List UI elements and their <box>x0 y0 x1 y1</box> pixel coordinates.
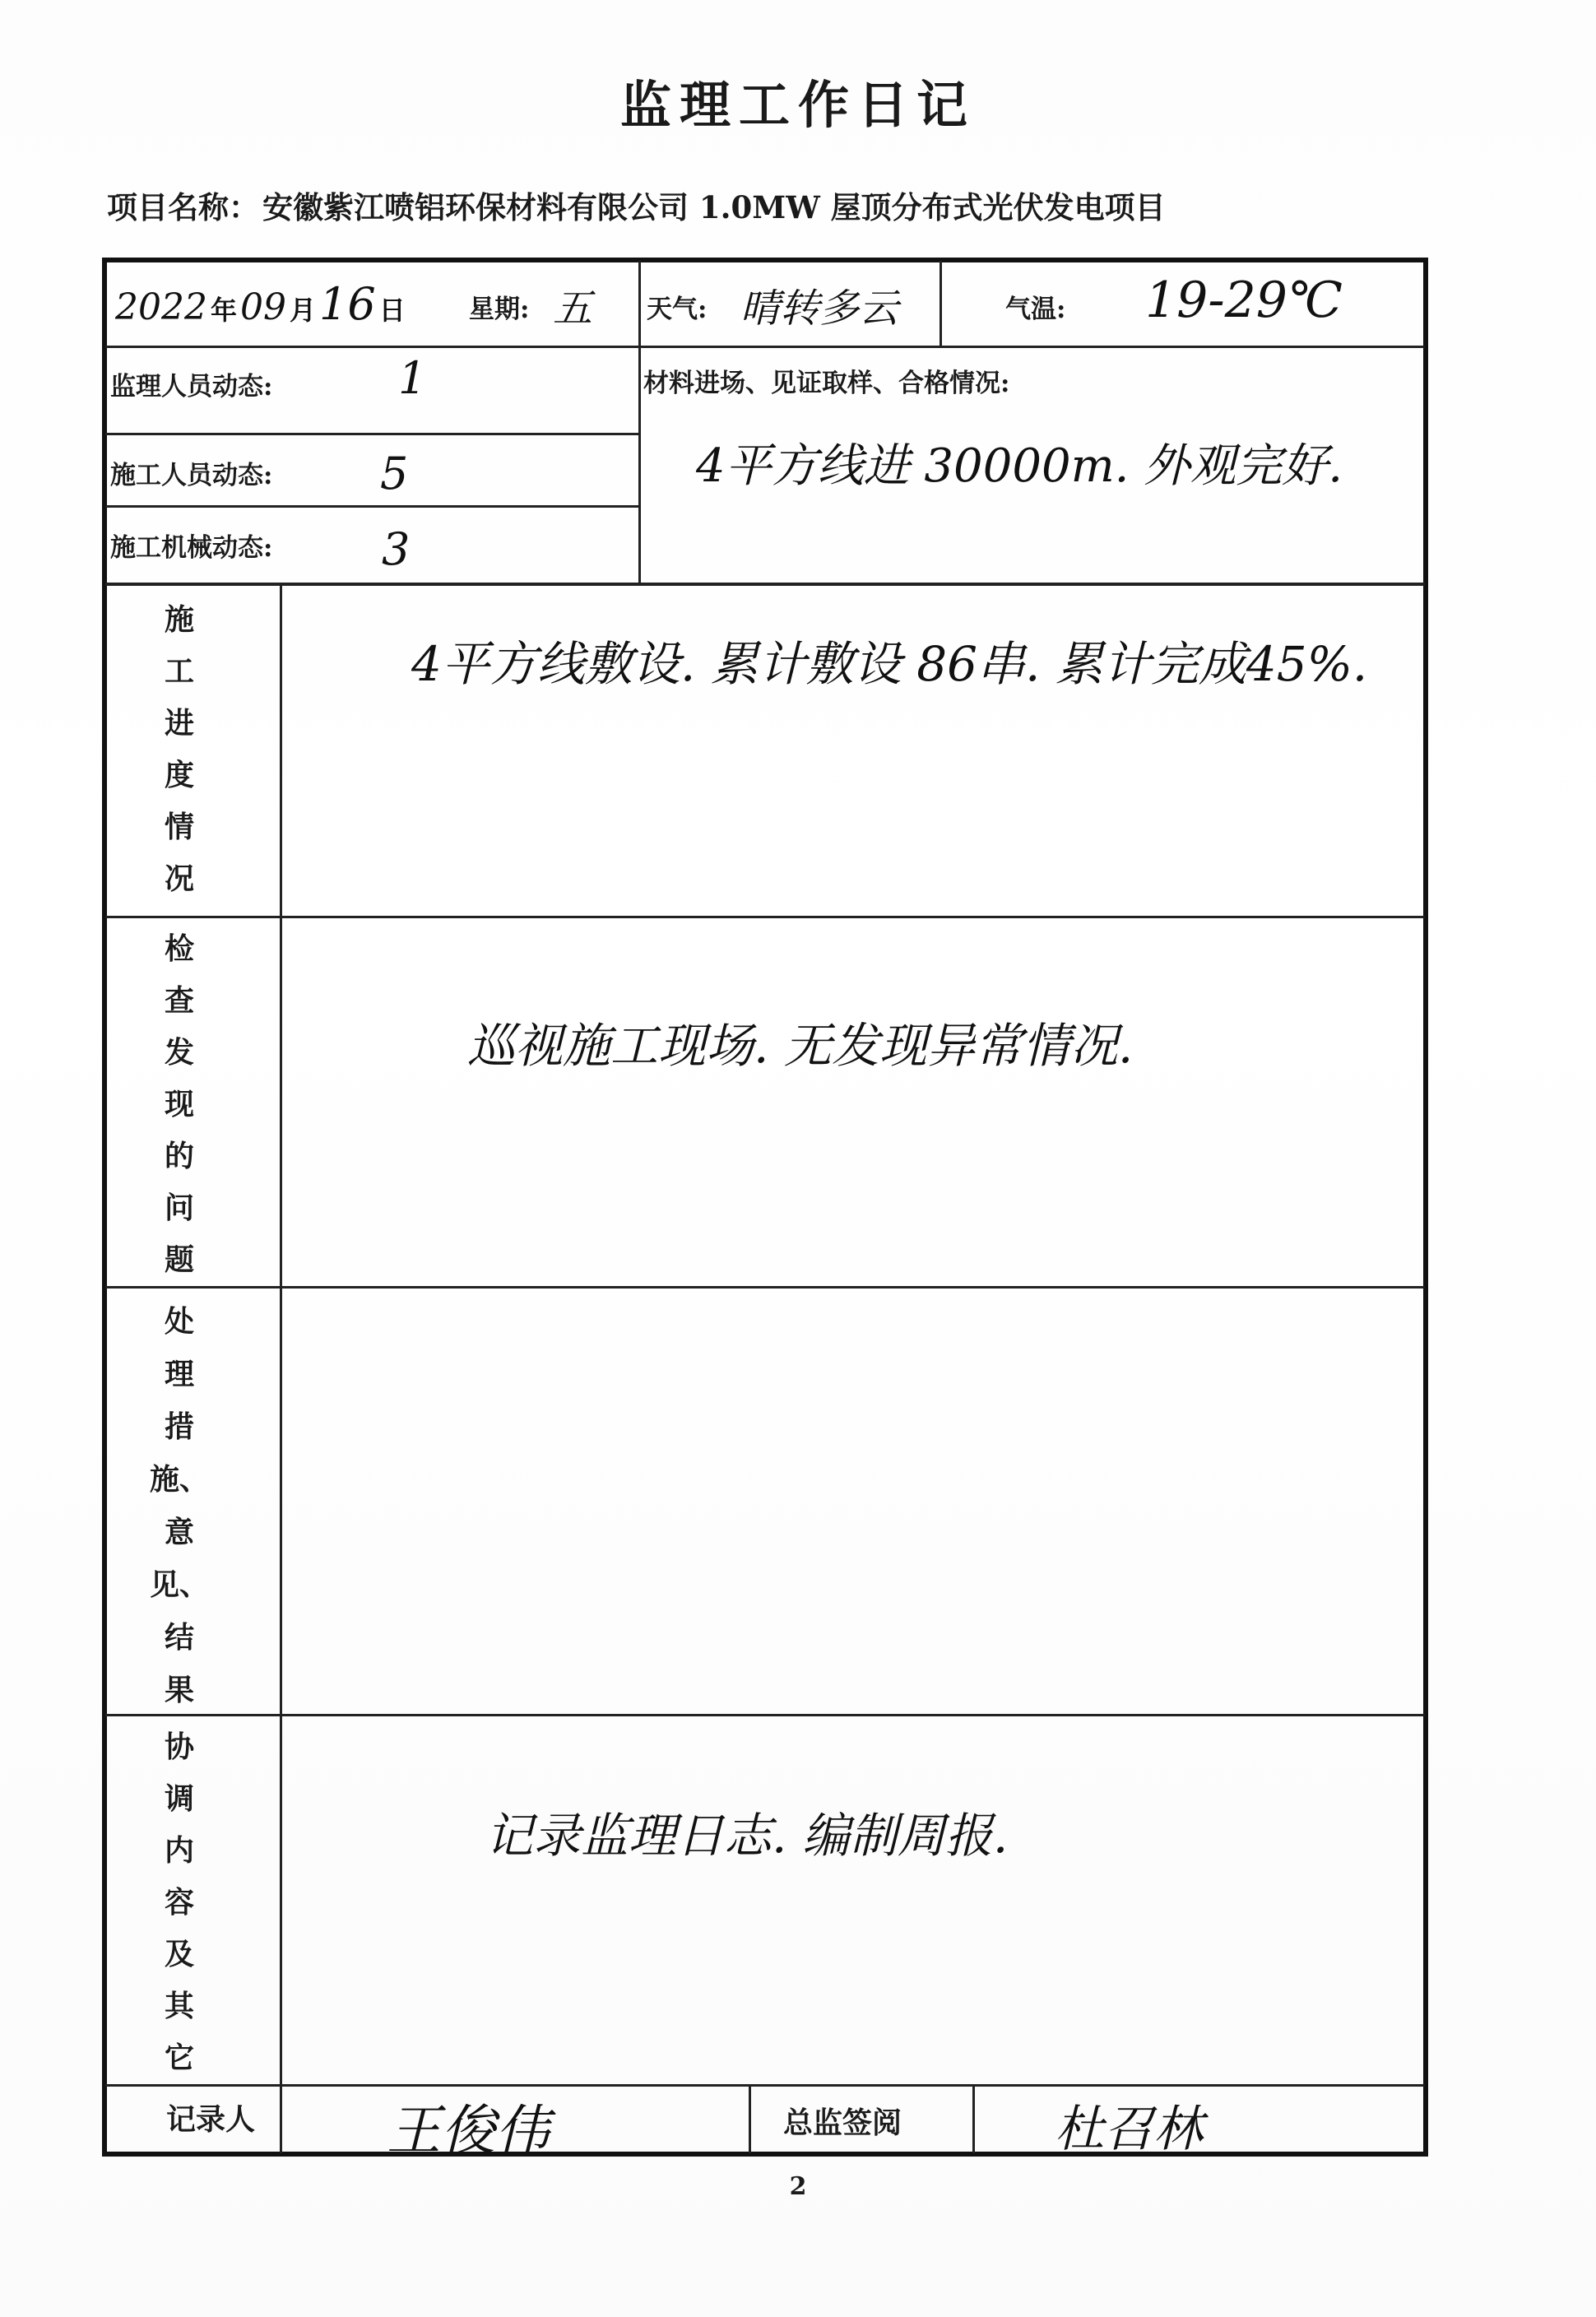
worker-label: 施工人员动态: <box>110 461 273 490</box>
rule-section-3 <box>105 1714 1425 1716</box>
section-label-char: 况 <box>164 861 194 896</box>
section-content-progress: 4平方线敷设. 累计敷设 86串. 累计完成45%. <box>411 636 1368 692</box>
section-label-char: 结 <box>164 1620 194 1655</box>
weather-label: 天气: <box>647 295 708 324</box>
materials-content: 4平方线进 30000m. 外观完好. <box>696 439 1343 493</box>
rule-header-bottom <box>105 346 1425 348</box>
rule-section-1 <box>105 916 1425 918</box>
section-label-char: 的 <box>164 1139 194 1173</box>
section-label-char: 发 <box>164 1035 194 1070</box>
date-day: 16 <box>319 278 376 330</box>
section-label-issues <box>146 923 212 1286</box>
section-label-char: 调 <box>164 1781 194 1816</box>
diary-table <box>102 258 1428 2157</box>
rule-staff-1 <box>105 433 638 435</box>
rule-header-col-1 <box>638 261 641 583</box>
rule-section-2 <box>105 1286 1425 1289</box>
section-label-progress <box>146 594 212 905</box>
chief-label: 总监签阅 <box>783 2106 902 2140</box>
rule-header-col-2 <box>940 261 942 346</box>
section-label-char: 其 <box>164 1989 194 2023</box>
section-content-coordination: 记录监理日志. 编制周报. <box>485 1808 1009 1864</box>
project-label: 项目名称： <box>107 189 259 225</box>
project-line <box>107 183 1166 227</box>
section-label-char: 工 <box>164 654 194 689</box>
rule-staff-2 <box>105 505 638 508</box>
section-label-char: 进 <box>164 706 194 741</box>
chief-signature: 杜召林 <box>1055 2101 1203 2158</box>
section-label-char: 问 <box>164 1191 194 1225</box>
page-title: 监理工作日记 <box>619 75 976 135</box>
date-year-unit: 年 <box>210 295 237 326</box>
section-label-char: 见、 <box>149 1567 209 1602</box>
recorder-label: 记录人 <box>166 2102 256 2137</box>
weather-value: 晴转多云 <box>740 286 899 332</box>
machinery-label: 施工机械动态: <box>110 533 273 563</box>
section-label-coordination <box>146 1721 212 2084</box>
date-month-unit: 月 <box>290 295 317 326</box>
rule-staff-bottom <box>105 583 1425 586</box>
date-month: 09 <box>240 286 286 328</box>
rule-label-col <box>280 583 282 2153</box>
section-label-char: 现 <box>164 1087 194 1121</box>
weekday-label: 星期: <box>469 295 530 324</box>
date-year: 2022 <box>115 286 207 328</box>
section-label-char: 措 <box>164 1409 194 1444</box>
supervisor-label: 监理人员动态: <box>110 372 273 402</box>
section-label-char: 理 <box>164 1357 194 1391</box>
section-label-char: 情 <box>164 810 194 844</box>
rule-footer-col-2 <box>972 2084 975 2153</box>
section-label-measures <box>146 1295 212 1716</box>
rule-footer-top <box>105 2084 1425 2087</box>
supervisor-count: 1 <box>398 352 427 404</box>
section-label-char: 查 <box>164 983 194 1018</box>
section-label-char: 内 <box>164 1833 194 1868</box>
recorder-signature: 王俊伟 <box>387 2099 550 2162</box>
temperature-label: 气温: <box>1005 295 1066 324</box>
materials-label: 材料进场、见证取样、合格情况: <box>643 369 1010 398</box>
section-label-char: 协 <box>164 1730 194 1764</box>
section-label-char: 果 <box>164 1673 194 1707</box>
rule-footer-col-1 <box>749 2084 751 2153</box>
section-label-char: 它 <box>164 2041 194 2075</box>
date-field <box>115 278 406 330</box>
section-label-char: 施、 <box>149 1462 209 1497</box>
section-label-char: 度 <box>164 758 194 792</box>
section-label-char: 意 <box>164 1515 194 1549</box>
temperature-value: 19-29℃ <box>1145 272 1343 329</box>
section-content-issues: 巡视施工现场. 无发现异常情况. <box>467 1018 1134 1074</box>
machinery-count: 3 <box>382 523 411 575</box>
date-day-unit: 日 <box>378 295 406 326</box>
section-label-char: 检 <box>164 931 194 966</box>
weekday-value: 五 <box>553 286 593 332</box>
worker-count: 5 <box>380 448 409 499</box>
section-label-char: 容 <box>164 1885 194 1920</box>
page-number: 2 <box>789 2172 807 2201</box>
section-label-char: 及 <box>164 1937 194 1971</box>
section-label-char: 题 <box>164 1242 194 1277</box>
section-label-char: 处 <box>164 1304 194 1339</box>
project-name: 安徽紫江喷铝环保材料有限公司 1.0MW 屋顶分布式光伏发电项目 <box>262 189 1166 225</box>
section-label-char: 施 <box>164 602 194 637</box>
